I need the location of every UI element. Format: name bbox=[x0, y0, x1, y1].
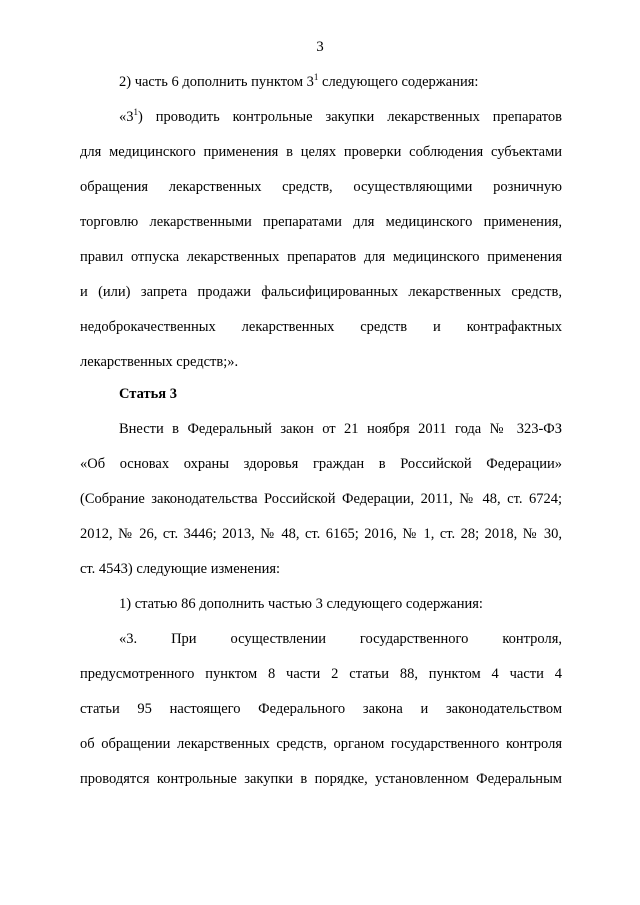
article-paragraph-line: Внести в Федеральный закон от 21 ноября 2011 года № 323-ФЗ bbox=[119, 421, 562, 437]
article-paragraph-line-last: ст. 4543) следующие изменения: bbox=[80, 561, 281, 577]
section-2-intro-text-end: следующего содержания: bbox=[318, 74, 479, 90]
quote-line-last: лекарственных средств;». bbox=[80, 354, 239, 370]
item-1-quote-line: проводятся контрольные закупки в порядке, установленном Федеральным bbox=[80, 771, 562, 787]
item-1-quote-line: статьи 95 настоящего Федерального закона и законодательством bbox=[80, 701, 562, 717]
quote-line: обращения лекарственных средств, осуществляющими розничную bbox=[80, 179, 562, 195]
section-2-intro-superscript: 1 bbox=[313, 72, 319, 82]
quote-superscript: 1 bbox=[133, 107, 138, 117]
item-1-quote-line: об обращении лекарственных средств, органом государственного контроля bbox=[80, 736, 562, 752]
article-paragraph-line: (Собрание законодательства Российской Федерации, 2011, № 48, ст. 6724; bbox=[80, 491, 562, 507]
page-number: 3 bbox=[316, 39, 324, 55]
section-2-intro bbox=[119, 73, 562, 91]
quote-line: недоброкачественных лекарственных средств и контрафактных bbox=[80, 319, 562, 335]
item-1-line: 1) статью 86 дополнить частью 3 следующего содержания: bbox=[119, 596, 483, 612]
item-1-quote-line: «3. При осуществлении государственного контроля, bbox=[119, 631, 562, 647]
quote-line: правил отпуска лекарственных препаратов для медицинского применения bbox=[80, 249, 562, 265]
quote-first-line-text: ) проводить контрольные закупки лекарственных препаратов bbox=[138, 109, 562, 125]
quote-line: для медицинского применения в целях проверки соблюдения субъектами bbox=[80, 144, 562, 160]
quote-line: и (или) запрета продажи фальсифицированных лекарственных средств, bbox=[80, 284, 562, 300]
quote-open: «3 bbox=[119, 109, 134, 125]
article-paragraph-line: «Об основах охраны здоровья граждан в Российской Федерации» bbox=[80, 456, 562, 472]
article-heading: Статья 3 bbox=[119, 386, 177, 402]
quote-first-line bbox=[119, 108, 562, 126]
article-paragraph-line: 2012, № 26, ст. 3446; 2013, № 48, ст. 6165; 2016, № 1, ст. 28; 2018, № 30, bbox=[80, 526, 562, 542]
quote-line: торговлю лекарственными препаратами для медицинского применения, bbox=[80, 214, 562, 230]
item-1-quote-line: предусмотренного пунктом 8 части 2 статьи 88, пунктом 4 части 4 bbox=[80, 666, 562, 682]
section-2-intro-text: 2) часть 6 дополнить пунктом 3 bbox=[119, 74, 314, 90]
